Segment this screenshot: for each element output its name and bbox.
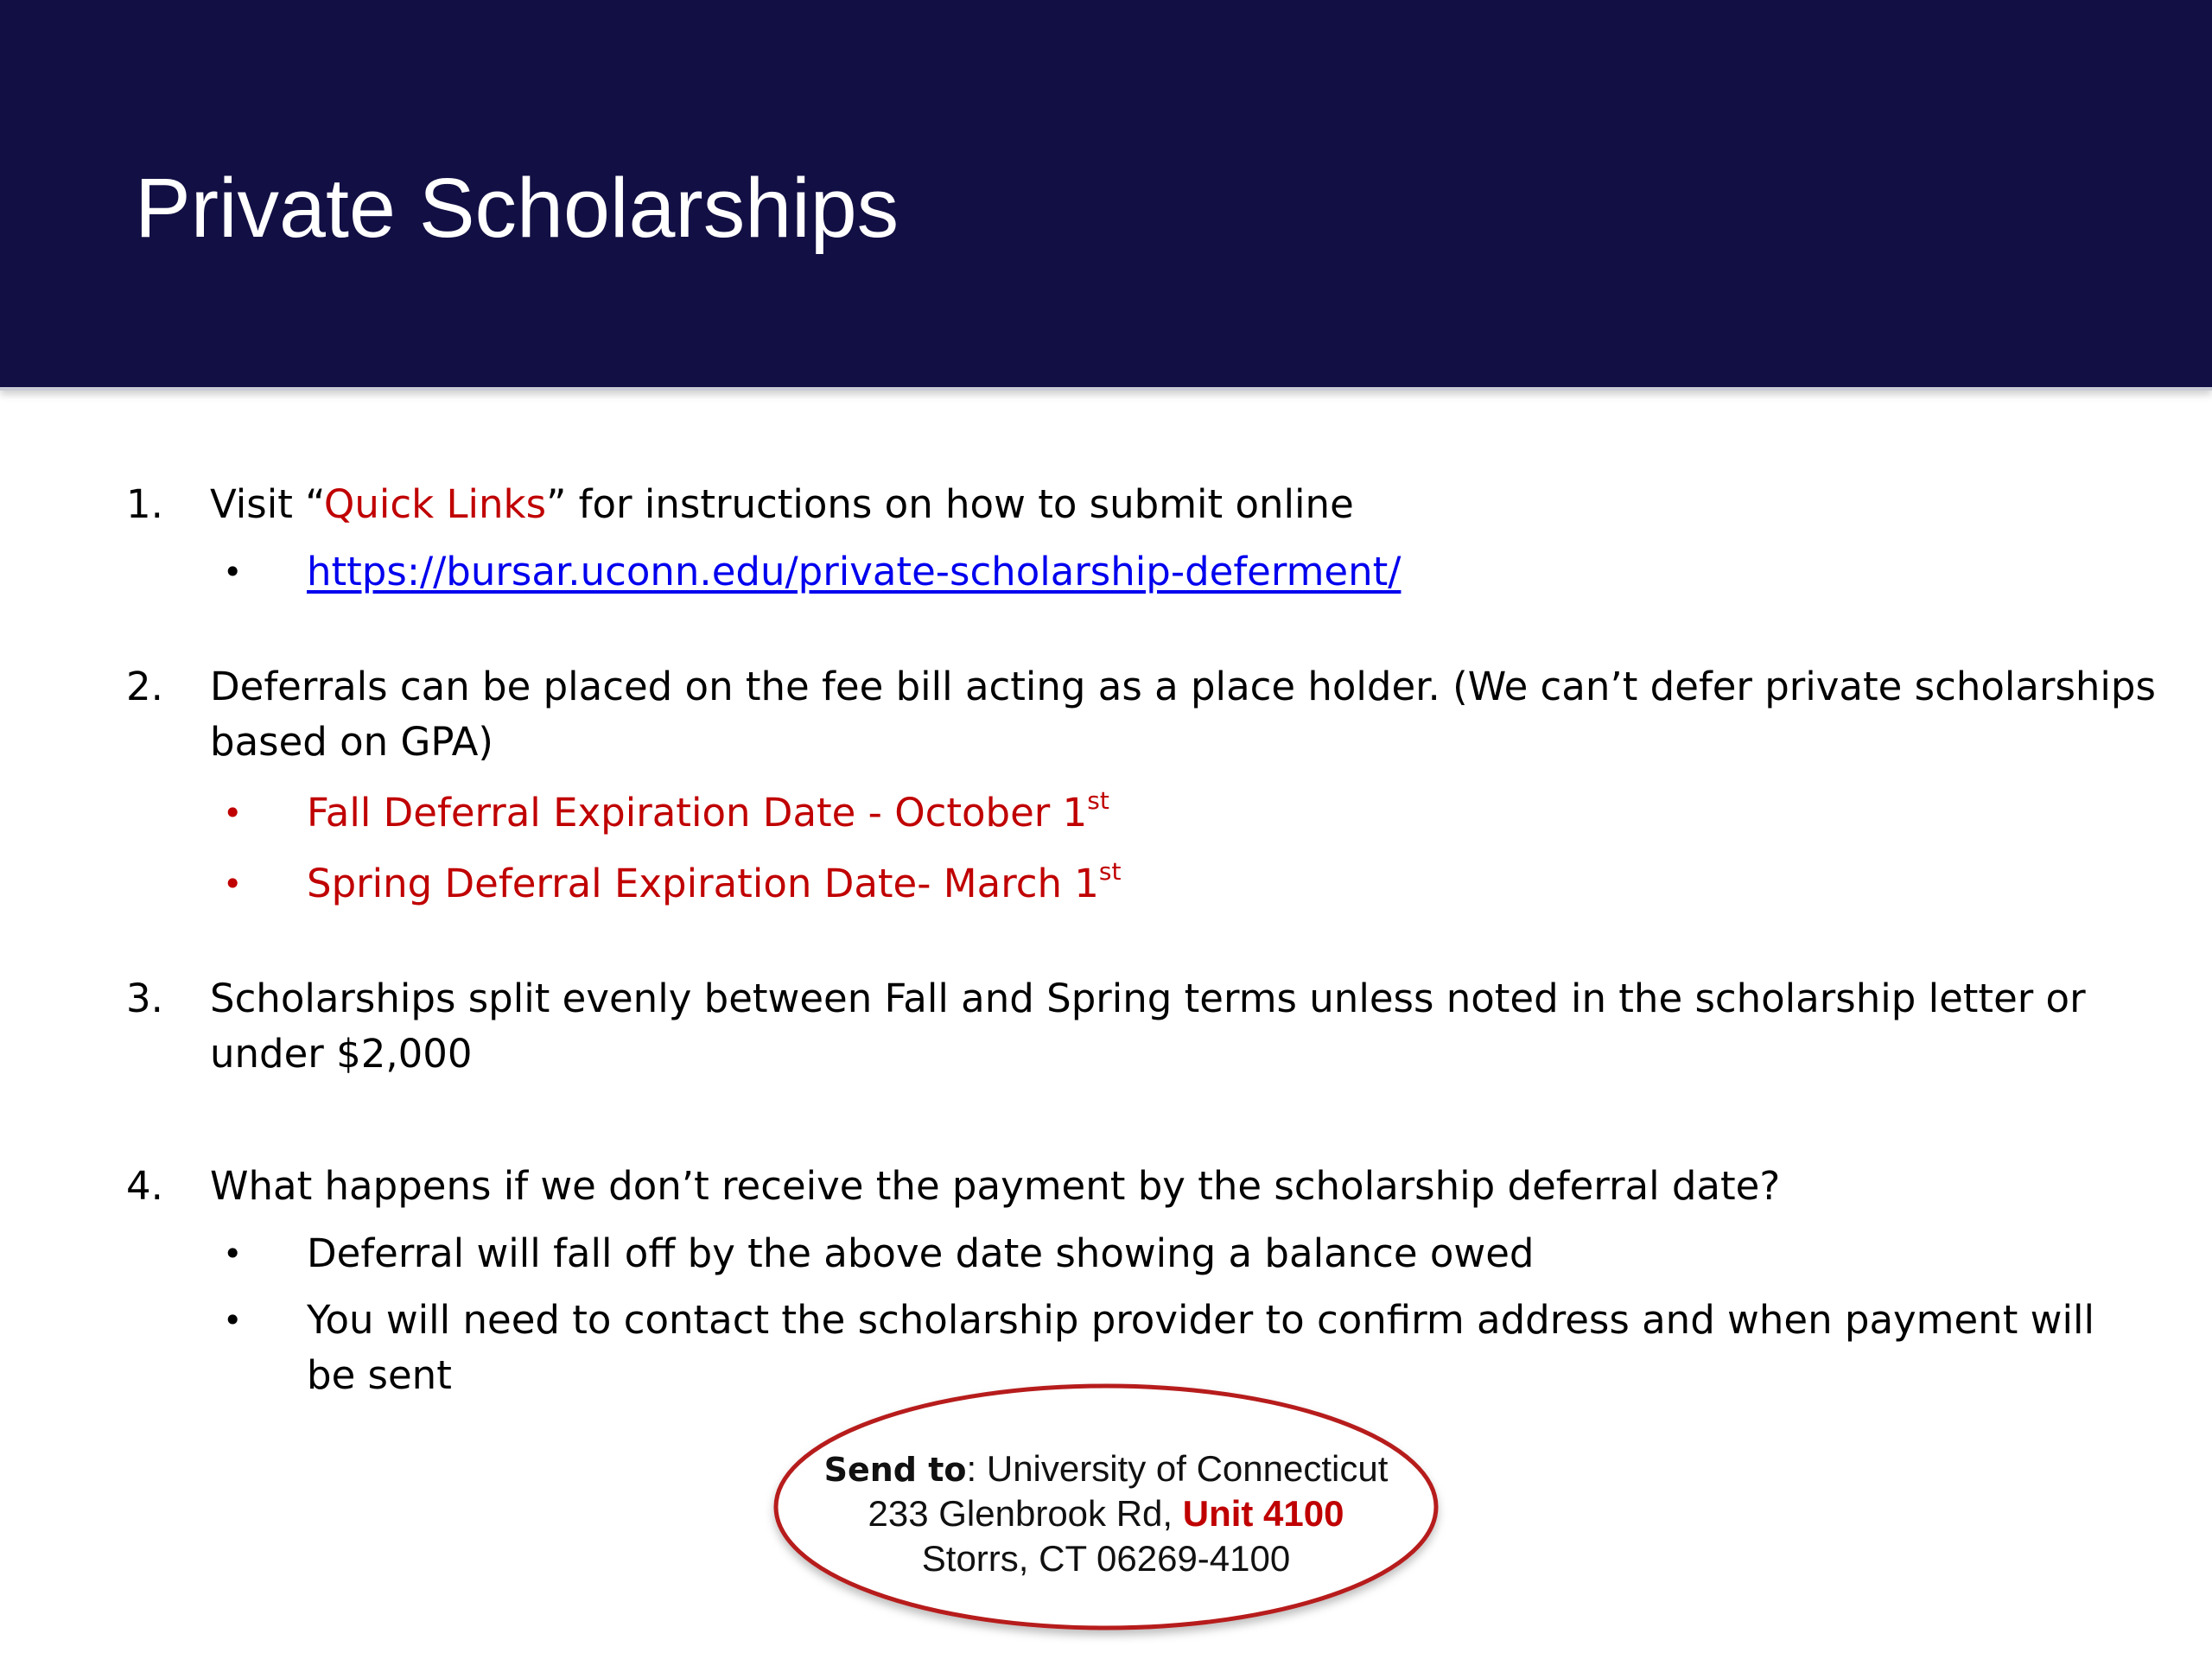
address-line-3: Storrs, CT 06269-4100 [921,1538,1291,1579]
fall-deferral-sup: st [1087,786,1109,815]
item-number-2: 2. [126,664,163,709]
item-2-line-1: Deferrals can be placed on the fee bill acting as a place holder. (We can’t defer private scholarships [210,664,2156,709]
recipient-name: University of Connecticut [976,1448,1389,1489]
item-number-3: 3. [126,976,163,1021]
spring-deferral-sup: st [1098,857,1122,886]
item-3-line-1: Scholarships split evenly between Fall and Spring terms unless noted in the scholarship letter or [210,976,2086,1021]
address-line-1 [0,1446,2212,1492]
address-line-2 [0,1491,2212,1536]
send-to-colon: : [966,1448,977,1489]
send-to-label: Send to [823,1451,967,1489]
quick-links-highlight: Quick Links [323,481,547,527]
street-address: 233 Glenbrook Rd, [868,1493,1183,1534]
bursar-deferment-link[interactable]: https://bursar.uconn.edu/private-scholarship-deferment/ [307,549,1402,594]
bullet-icon: • [223,553,243,591]
bullet-icon: • [223,794,243,832]
item-4-bullet-1: Deferral will fall off by the above date showing a balance owed [307,1230,1535,1276]
bullet-icon: • [223,1235,243,1273]
slide-title: Private Scholarships [135,161,899,255]
item-4-text: What happens if we don’t receive the payment by the scholarship deferral date? [210,1163,1781,1209]
item-2-line-2: based on GPA) [210,719,493,765]
fall-deferral-text: Fall Deferral Expiration Date - October 1 [307,790,1088,836]
spring-deferral-text: Spring Deferral Expiration Date- March 1 [307,861,1099,906]
item-4-bullet-2-line-1: You will need to contact the scholarship provider to confirm address and when payment will [307,1297,2094,1343]
item-number-1: 1. [126,481,163,527]
bullet-icon: • [223,865,243,903]
bullet-icon: • [223,1301,243,1339]
item-1-text-post: ” for instructions on how to submit online [546,481,1354,527]
item-3-line-2: under $2,000 [210,1031,473,1077]
item-4-bullet-2-line-2: be sent [307,1352,452,1398]
item-1-text-pre: Visit “ [210,481,324,527]
item-number-4: 4. [126,1163,163,1209]
unit-number: Unit 4100 [1182,1493,1344,1534]
